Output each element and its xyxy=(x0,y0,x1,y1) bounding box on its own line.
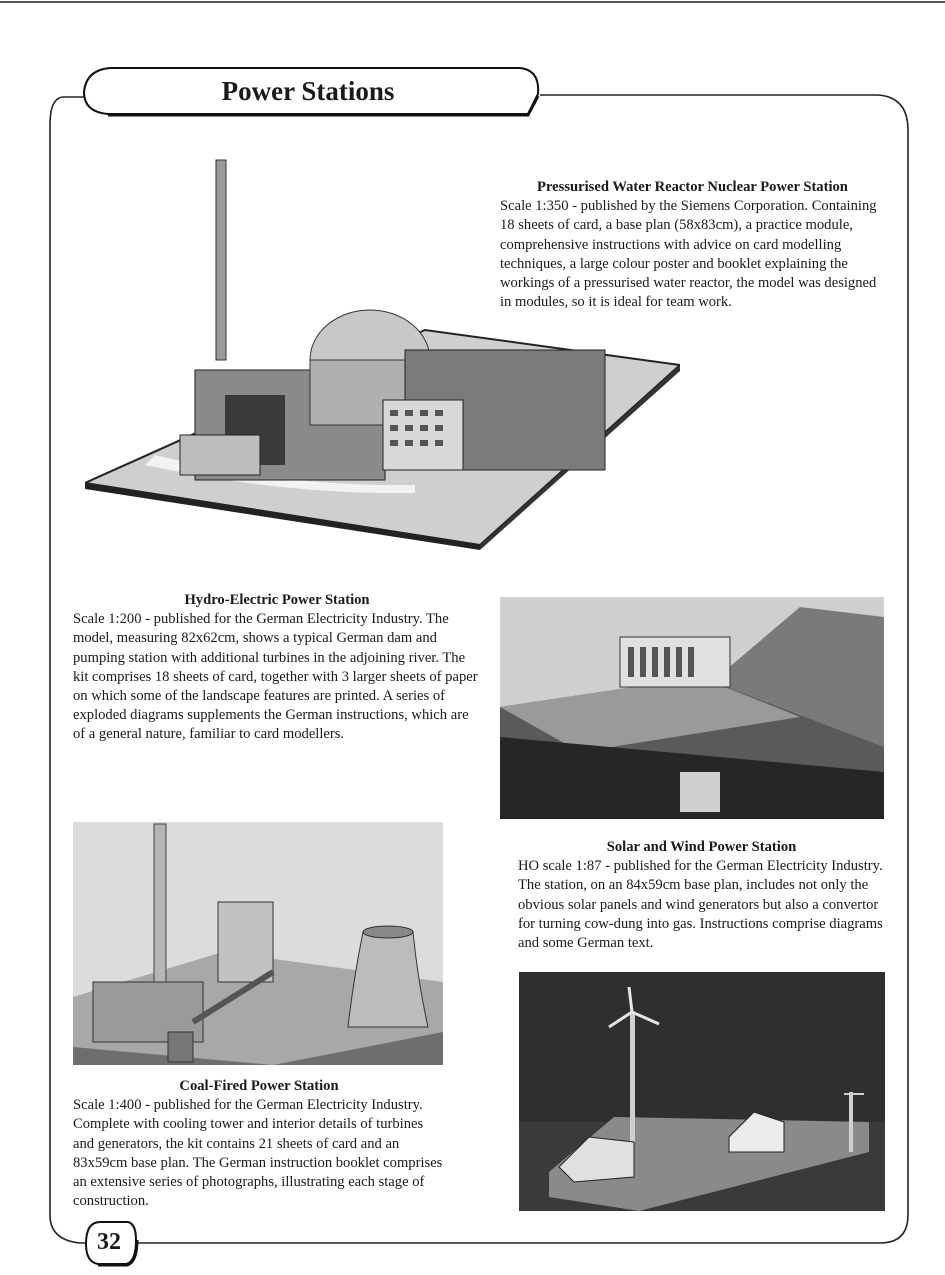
coal-body: Scale 1:400 - published for the German Electricity Industry. Complete with cooling tower and interior details of turbines and generators, the kit contains 21 sheets of card and an 83x59cm base plan. The German instruction booklet comprises an extensive series of photographs, illustrating each stage of construction. xyxy=(73,1097,443,1210)
hydro-caption xyxy=(73,591,481,745)
coal-station-photo xyxy=(73,822,443,1065)
page-title: Power Stations xyxy=(221,76,395,106)
hydro-heading: Hydro-Electric Power Station xyxy=(184,592,370,608)
coal-heading: Coal-Fired Power Station xyxy=(179,1078,339,1094)
nuclear-body: Scale 1:350 - published by the Siemens Corporation. Containing 18 sheets of card, a base plan (58x83cm), a practice module, comprehensive instructions with advice on card modelling techniques, a large colour poster and booklet explaining the workings of a pressurised water reactor, the model was designed in modules, so it is ideal for team work. xyxy=(500,198,877,311)
nuclear-caption xyxy=(500,178,885,312)
hydro-body: Scale 1:200 - published for the German Electricity Industry. The model, measuring 82x62cm, shows a typical German dam and pumping station with additional turbines in the adjoining river. The kit comprises 18 sheets of card, together with 3 larger sheets of paper on which some of the landscape features are printed. A series of exploded diagrams supplements the German instructions, which are of a general nature, familiar to card modellers. xyxy=(73,611,478,743)
solar-wind-caption xyxy=(518,838,885,953)
solar-wind-heading: Solar and Wind Power Station xyxy=(606,839,797,855)
nuclear-heading: Pressurised Water Reactor Nuclear Power Station xyxy=(537,179,848,195)
solar-wind-body: HO scale 1:87 - published for the German Electricity Industry. The station, on an 84x59cm base plan, includes not only the obvious solar panels and wind generators but also a convertor for turning cow-dung into gas. Instructions comprise diagrams and some German text. xyxy=(518,858,883,952)
coal-caption xyxy=(73,1077,445,1211)
hydro-station-photo xyxy=(500,597,884,819)
page-number: 32 xyxy=(97,1229,121,1255)
solar-wind-photo xyxy=(519,972,885,1211)
